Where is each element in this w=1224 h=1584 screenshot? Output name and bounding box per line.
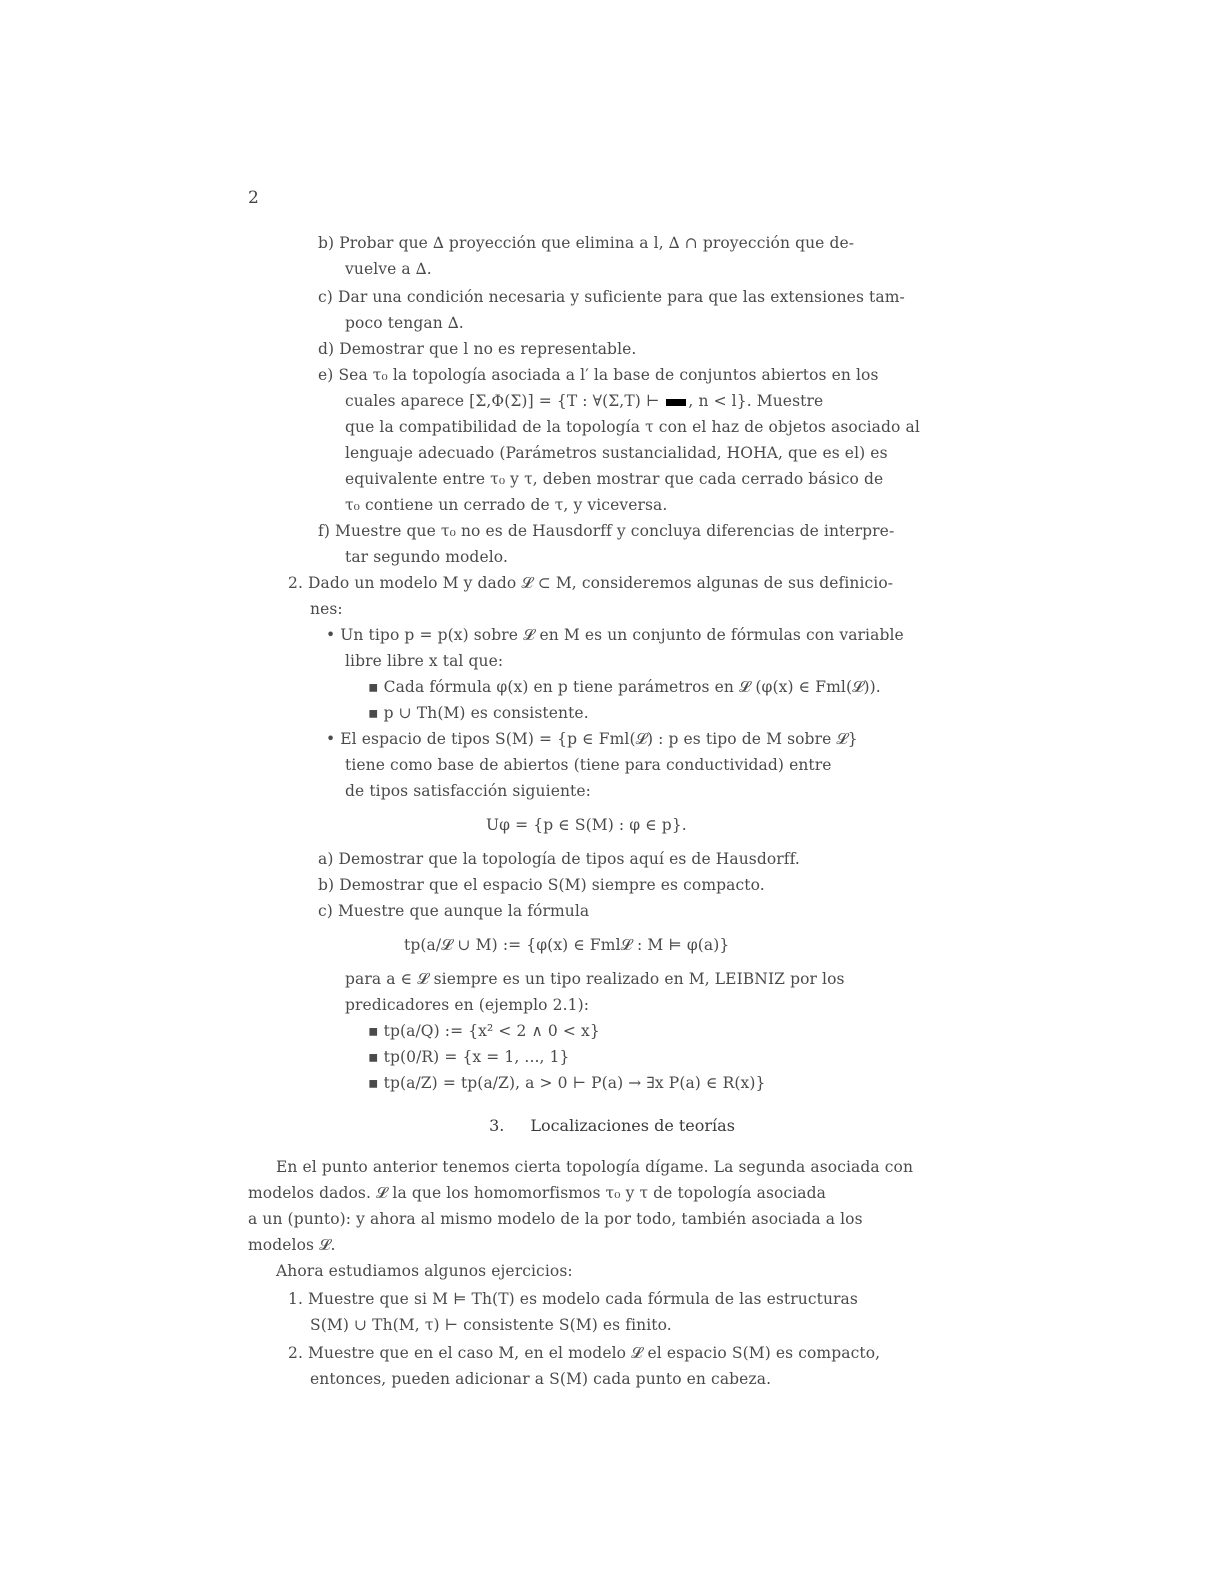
text-line: que la compatibilidad de la topología τ con el haz de objetos asociado al bbox=[345, 418, 920, 436]
math-display: Uφ = {p ∈ S(M) : φ ∈ p}. bbox=[486, 816, 687, 834]
text-line: cuales aparece [Σ,Φ(Σ)] = {T : ∀(Σ,T) ⊢ , n < l}. Muestre bbox=[345, 392, 824, 410]
section-title bbox=[0, 1116, 1224, 1135]
text-line: ▪ tp(a/Q) := {x² < 2 ∧ 0 < x} bbox=[368, 1022, 600, 1040]
text-line: 2. Muestre que en el caso M, en el modelo 𝓛 el espacio S(M) es compacto, bbox=[288, 1344, 881, 1362]
text-line: f) Muestre que τ₀ no es de Hausdorff y concluya diferencias de interpre- bbox=[318, 522, 895, 540]
text-line: a) Demostrar que la topología de tipos aquí es de Hausdorff. bbox=[318, 850, 800, 868]
section-number: 3. bbox=[489, 1116, 505, 1135]
text-line: libre libre x tal que: bbox=[345, 652, 504, 670]
text-line: b) Probar que ∆ proyección que elimina a l, ∆ ∩ proyección que de- bbox=[318, 234, 855, 252]
redaction-mark bbox=[666, 399, 686, 406]
text-line: a un (punto): y ahora al mismo modelo de la por todo, también asociada a los bbox=[248, 1210, 863, 1228]
text-line: ▪ Cada fórmula φ(x) en p tiene parámetros en 𝓛 (φ(x) ∈ Fml(𝓛)). bbox=[368, 678, 881, 696]
text-line: de tipos satisfacción siguiente: bbox=[345, 782, 591, 800]
text-line: e) Sea τ₀ la topología asociada a l′ la base de conjuntos abiertos en los bbox=[318, 366, 879, 384]
section-title-text: Localizaciones de teorías bbox=[530, 1116, 735, 1135]
text-line: ▪ tp(0/R) = {x = 1, ..., 1} bbox=[368, 1048, 570, 1066]
text-line: ▪ tp(a/Z) = tp(a/Z), a > 0 ⊢ P(a) → ∃x P(a) ∈ R(x)} bbox=[368, 1074, 766, 1092]
page-number: 2 bbox=[248, 188, 259, 208]
text-line: equivalente entre τ₀ y τ, deben mostrar que cada cerrado básico de bbox=[345, 470, 884, 488]
text-line: En el punto anterior tenemos cierta topología dígame. La segunda asociada con bbox=[276, 1158, 914, 1176]
text-line: • Un tipo p = p(x) sobre 𝓛 en M es un conjunto de fórmulas con variable bbox=[326, 626, 904, 644]
text-line: τ₀ contiene un cerrado de τ, y viceversa. bbox=[345, 496, 668, 514]
text-line: d) Demostrar que l no es representable. bbox=[318, 340, 637, 358]
text-line: tar segundo modelo. bbox=[345, 548, 508, 566]
text-line: predicadores en (ejemplo 2.1): bbox=[345, 996, 590, 1014]
text-line: 1. Muestre que si M ⊨ Th(T) es modelo cada fórmula de las estructuras bbox=[288, 1290, 858, 1308]
text-line: lenguaje adecuado (Parámetros sustancialidad, HOHA, que es el) es bbox=[345, 444, 888, 462]
text-line: tiene como base de abiertos (tiene para conductividad) entre bbox=[345, 756, 832, 774]
text-line: b) Demostrar que el espacio S(M) siempre es compacto. bbox=[318, 876, 765, 894]
text-line: S(M) ∪ Th(M, τ) ⊢ consistente S(M) es finito. bbox=[310, 1316, 672, 1334]
text-line: entonces, pueden adicionar a S(M) cada punto en cabeza. bbox=[310, 1370, 772, 1388]
text-line: para a ∈ 𝓛 siempre es un tipo realizado en M, LEIBNIZ por los bbox=[345, 970, 845, 988]
text-line: • El espacio de tipos S(M) = {p ∈ Fml(𝓛) : p es tipo de M sobre 𝓛} bbox=[326, 730, 858, 748]
text-line: c) Dar una condición necesaria y suficiente para que las extensiones tam- bbox=[318, 288, 905, 306]
text-line: vuelve a ∆. bbox=[345, 260, 432, 278]
text-line: poco tengan ∆. bbox=[345, 314, 464, 332]
text-line: Ahora estudiamos algunos ejercicios: bbox=[276, 1262, 573, 1280]
text-line: nes: bbox=[310, 600, 343, 618]
text-line: 2. Dado un modelo M y dado 𝓛 ⊂ M, consideremos algunas de sus definicio- bbox=[288, 574, 894, 592]
text-line: c) Muestre que aunque la fórmula bbox=[318, 902, 590, 920]
text-line: ▪ p ∪ Th(M) es consistente. bbox=[368, 704, 589, 722]
text-line: modelos dados. 𝓛 la que los homomorfismos τ₀ y τ de topología asociada bbox=[248, 1184, 827, 1202]
text-line: modelos 𝓛. bbox=[248, 1236, 336, 1254]
math-display: tp(a/𝓛 ∪ M) := {φ(x) ∈ Fml𝓛 : M ⊨ φ(a)} bbox=[404, 936, 730, 954]
